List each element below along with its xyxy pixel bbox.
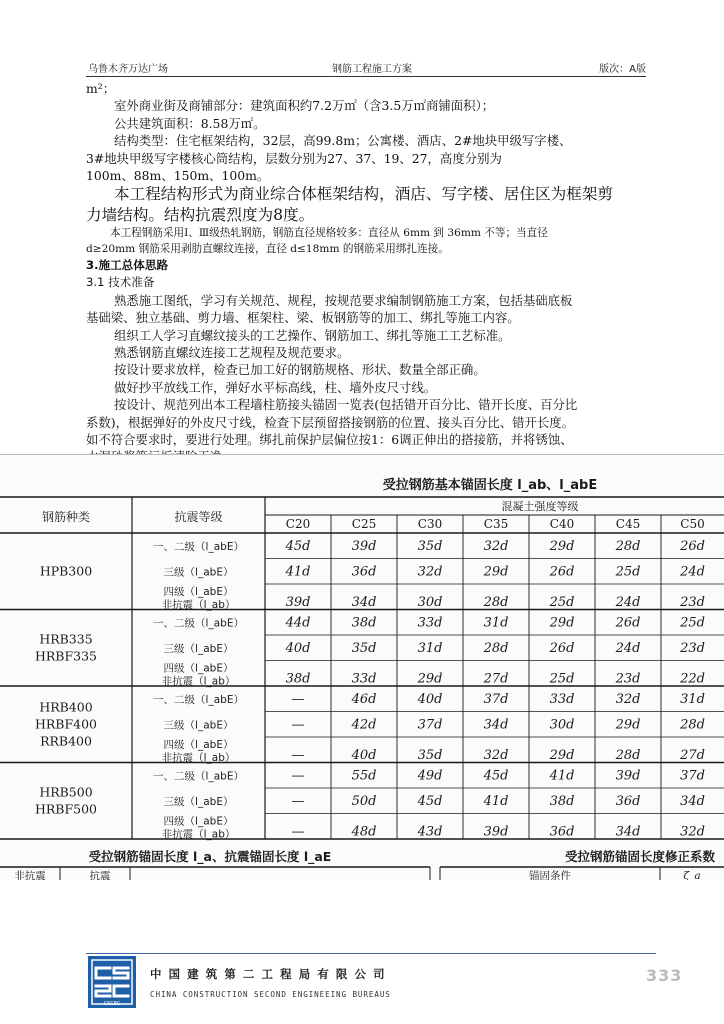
rebar-type-label: RRB400 xyxy=(40,733,92,749)
anchorage-value: 27d xyxy=(680,748,705,763)
anchorage-value: 42d xyxy=(351,717,377,733)
seismic-level-label: 非抗震（l_ab） xyxy=(161,828,236,841)
text-line: 熟悉施工图纸，学习有关规范、规程，按规范要求编制钢筋施工方案，包括基础底板 xyxy=(114,292,573,308)
anchorage-value: 36d xyxy=(615,794,641,809)
text-line: 系数)，根据弹好的外皮尺寸线，检查下层预留搭接钢筋的位置、接头百分比、错开长度。 xyxy=(86,414,575,430)
anchorage-value: 22d xyxy=(680,671,705,687)
seismic-level-label: 三级（l_abE） xyxy=(163,796,234,808)
anchorage-value: 31d xyxy=(417,641,443,656)
anchorage-value: — xyxy=(291,768,305,784)
rebar-type-label: HRB400 xyxy=(39,699,93,715)
seismic-level-label: 一、二级（l_abE） xyxy=(153,694,244,706)
rebar-type-label: HRBF335 xyxy=(34,648,98,664)
anchorage-value: 28d xyxy=(615,748,641,763)
anchorage-value: 34d xyxy=(483,717,509,733)
company-block xyxy=(150,966,392,999)
text-line: 基础梁、独立基础、剪力墙、框架柱、梁、板钢筋等的加工、绑扎等施工内容。 xyxy=(86,310,520,326)
anchorage-table xyxy=(0,455,724,880)
anchorage-table-scan xyxy=(0,454,724,880)
rebar-type-label: HPB300 xyxy=(39,563,93,579)
grade-header: C50 xyxy=(680,517,705,531)
anchorage-value: 32d xyxy=(483,539,509,554)
text-line: 熟悉钢筋直螺纹连接工艺规程及规范要求。 xyxy=(114,345,350,361)
anchorage-value: 24d xyxy=(615,641,641,656)
anchorage-value: 48d xyxy=(351,824,377,840)
anchorage-value: 33d xyxy=(417,615,443,631)
anchorage-value: — xyxy=(291,692,305,707)
anchorage-value: 37d xyxy=(483,692,509,707)
grade-header: C25 xyxy=(351,517,377,531)
anchorage-value: 41d xyxy=(483,794,509,809)
text-line: 本工程钢筋采用Ⅰ、Ⅲ级热轧钢筋，钢筋直径规格较多：直径从 6mm 到 36mm 不等；当直径 xyxy=(110,226,548,239)
table-title: 受拉钢筋基本锚固长度 l_ab、l_abE xyxy=(382,478,598,493)
rebar-type-label: HRBF400 xyxy=(34,716,98,732)
anchorage-value: 31d xyxy=(680,692,705,707)
anchorage-value: 23d xyxy=(680,595,705,610)
lower-header: 锚固条件 xyxy=(529,870,571,881)
anchorage-value: 46d xyxy=(351,692,377,707)
anchorage-value: 25d xyxy=(549,671,575,687)
anchorage-value: 33d xyxy=(549,692,575,707)
anchorage-value: 28d xyxy=(483,595,509,610)
anchorage-value: 40d xyxy=(285,641,311,656)
text-line: 100m、88m、150m、100m。 xyxy=(86,167,270,183)
grade-header: C40 xyxy=(549,517,575,531)
anchorage-value: 35d xyxy=(417,748,443,763)
seismic-level-label: 四级（l_abE） xyxy=(163,739,234,751)
anchorage-value: 29d xyxy=(549,748,575,763)
anchorage-value: 25d xyxy=(680,615,705,631)
seismic-level-label: 三级（l_abE） xyxy=(163,719,234,732)
anchorage-value: 36d xyxy=(351,564,377,580)
text-line: d≥20mm 钢筋采用剥肋直螺纹连接，直径 d≤18mm 的钢筋采用绑扎连接。 xyxy=(86,242,449,255)
cscec-logo xyxy=(88,956,136,1008)
project-name: 乌鲁木齐万达广场 xyxy=(88,64,168,75)
anchorage-value: 45d xyxy=(417,794,443,809)
anchorage-value: 30d xyxy=(549,717,575,733)
seismic-level-label: 一、二级（l_abE） xyxy=(153,617,244,630)
anchorage-value: 26d xyxy=(549,564,575,580)
text-line: 按设计要求放样，检查已加工好的钢筋规格、形状、数量全部正确。 xyxy=(114,362,486,378)
anchorage-value: 37d xyxy=(680,768,705,784)
anchorage-value: 34d xyxy=(680,794,705,809)
lower-table-title: 受拉钢筋锚固长度修正系数 xyxy=(564,849,716,864)
anchorage-value: 35d xyxy=(417,539,443,554)
text-line: 做好抄平放线工作，弹好水平标高线，柱、墙外皮尺寸线。 xyxy=(114,379,437,395)
seismic-level-label: 一、二级（l_abE） xyxy=(153,770,244,783)
text-line: m²； xyxy=(86,81,116,96)
anchorage-value: 26d xyxy=(549,641,575,656)
rebar-type-header: 钢筋种类 xyxy=(41,510,91,524)
anchorage-value: 40d xyxy=(351,748,377,763)
logo-text: CSCEC xyxy=(103,1001,121,1007)
anchorage-value: 37d xyxy=(417,717,443,733)
document-body xyxy=(86,80,658,466)
anchorage-value: 24d xyxy=(615,595,641,610)
anchorage-value: 41d xyxy=(285,564,311,580)
anchorage-value: 26d xyxy=(615,615,641,631)
anchorage-value: 39d xyxy=(483,824,509,840)
anchorage-value: 38d xyxy=(351,615,377,631)
seismic-level-label: 四级（l_abE） xyxy=(163,662,234,675)
lower-table-title: 受拉钢筋锚固长度 l_a、抗震锚固长度 l_aE xyxy=(88,849,332,864)
anchorage-value: 30d xyxy=(417,595,443,610)
anchorage-value: 26d xyxy=(680,539,705,554)
lower-header: ζ_a xyxy=(683,870,701,881)
anchorage-value: 29d xyxy=(549,615,575,631)
grade-header: C35 xyxy=(483,517,509,531)
version-label: 版次：A版 xyxy=(599,64,646,75)
page-header xyxy=(86,58,646,76)
anchorage-value: 29d xyxy=(417,671,443,687)
anchorage-value: 41d xyxy=(549,768,575,784)
text-line: 组织工人学习直螺纹接头的工艺操作、钢筋加工、绑扎等施工工艺标准。 xyxy=(114,327,511,343)
company-name-en: CHINA CONSTRUCTION SECOND ENGINEEING BUREAUS xyxy=(150,990,391,999)
anchorage-value: 29d xyxy=(549,539,575,554)
anchorage-value: 32d xyxy=(680,824,705,840)
anchorage-value: 24d xyxy=(680,564,705,580)
lower-header: 非抗震 xyxy=(14,870,46,881)
anchorage-value: 45d xyxy=(483,768,509,784)
text-line: 本工程结构形式为商业综合体框架结构，酒店、写字楼、居住区为框架剪 xyxy=(114,185,614,204)
anchorage-value: 31d xyxy=(483,615,509,631)
company-name-cn: 中国建筑第二工程局有限公司 xyxy=(150,967,392,981)
anchorage-value: 38d xyxy=(285,671,311,687)
concrete-grade-header: 混凝土强度等级 xyxy=(501,500,579,513)
anchorage-value: 50d xyxy=(351,794,377,809)
anchorage-value: 23d xyxy=(680,641,705,656)
anchorage-value: 45d xyxy=(285,539,311,554)
rebar-type-label: HRB500 xyxy=(39,784,93,800)
anchorage-value: 32d xyxy=(615,692,641,707)
anchorage-value: 25d xyxy=(549,595,575,610)
anchorage-value: 36d xyxy=(549,824,575,840)
anchorage-value: 23d xyxy=(615,671,641,687)
header-rule xyxy=(86,76,646,77)
anchorage-value: 32d xyxy=(483,748,509,763)
seismic-level-label: 一、二级（l_abE） xyxy=(153,541,244,553)
anchorage-value: 27d xyxy=(483,671,509,687)
anchorage-value: 55d xyxy=(351,768,377,784)
text-line: 室外商业街及商铺部分：建筑面积约7.2万㎡（含3.5万㎡商铺面积）； xyxy=(114,98,495,114)
anchorage-value: 28d xyxy=(615,539,641,554)
anchorage-value: 35d xyxy=(351,641,377,656)
seismic-level-label: 三级（l_abE） xyxy=(163,643,234,655)
text-line: 3#地块甲级写字楼核心筒结构，层数分别为27、37、19、27，高度分别为 xyxy=(86,150,502,166)
anchorage-value: 39d xyxy=(615,768,641,784)
anchorage-value: 44d xyxy=(285,615,311,631)
seismic-level-label: 四级（l_abE） xyxy=(163,586,234,598)
anchorage-value: — xyxy=(291,794,305,809)
anchorage-value: — xyxy=(291,717,305,733)
grade-header: C30 xyxy=(417,517,443,531)
anchorage-value: 34d xyxy=(615,824,641,840)
seismic-level-label: 四级（l_abE） xyxy=(163,815,234,828)
anchorage-value: 34d xyxy=(351,595,377,610)
section-heading: 3.施工总体思路 xyxy=(86,258,169,273)
anchorage-value: — xyxy=(291,748,305,763)
text-line: 力墙结构。结构抗震烈度为8度。 xyxy=(86,205,315,224)
anchorage-value: 38d xyxy=(549,794,575,809)
anchorage-value: 32d xyxy=(417,564,443,580)
rebar-type-label: HRB335 xyxy=(39,631,93,647)
anchorage-value: 29d xyxy=(483,564,509,580)
anchorage-value: 43d xyxy=(417,824,443,840)
anchorage-value: 28d xyxy=(483,641,509,656)
anchorage-value: 40d xyxy=(417,692,443,707)
subsection-heading: 3.1 技术准备 xyxy=(86,275,155,290)
text-line: 按设计、规范列出本工程墙柱筋接头锚固一览表(包括错开百分比、错开长度、百分比 xyxy=(114,397,578,413)
grade-header: C20 xyxy=(285,517,311,531)
rebar-type-label: HRBF500 xyxy=(34,801,98,817)
text-line: 如不符合要求时，要进行处理。绑扎前保护层偏位按1：6调正伸出的搭接筋，并将锈蚀、 xyxy=(86,432,573,447)
anchorage-value: 29d xyxy=(615,717,641,733)
seismic-level-label: 非抗震（l_ab） xyxy=(161,752,236,764)
anchorage-value: 33d xyxy=(351,671,377,687)
seismic-level-label: 非抗震（l_ab） xyxy=(161,675,236,688)
anchorage-value: 39d xyxy=(285,595,311,610)
anchorage-value: 25d xyxy=(615,564,641,580)
document-title: 钢筋工程施工方案 xyxy=(332,64,412,75)
text-line: 公共建筑面积：8.58万㎡。 xyxy=(114,115,266,131)
anchorage-value: 39d xyxy=(351,539,377,554)
footer-rule xyxy=(86,953,656,954)
page-number: 333 xyxy=(646,966,683,985)
seismic-level-label: 非抗震（l_ab） xyxy=(161,599,236,611)
grade-header: C45 xyxy=(615,517,641,531)
seismic-level-header: 抗震等级 xyxy=(174,510,223,524)
seismic-level-label: 三级（l_abE） xyxy=(163,566,234,579)
anchorage-value: 28d xyxy=(680,717,705,733)
text-line: 结构类型：住宅框架结构，32层，高99.8m；公寓楼、酒店、2#地块甲级写字楼、 xyxy=(114,133,572,149)
lower-header: 抗震 xyxy=(89,870,111,881)
anchorage-value: — xyxy=(291,824,305,840)
anchorage-value: 49d xyxy=(417,768,443,784)
